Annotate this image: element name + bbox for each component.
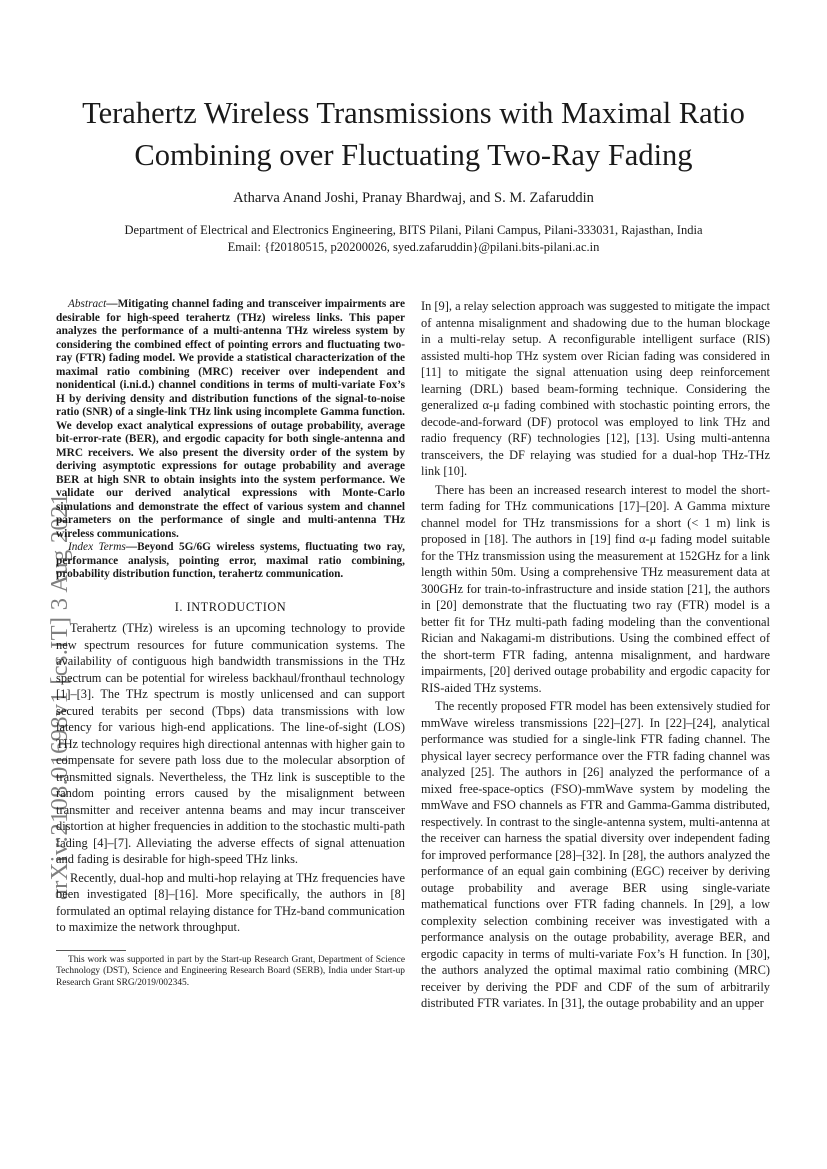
left-column — [56, 298, 405, 989]
paragraph: Terahertz (THz) wireless is an upcoming technology to provide new spectrum resources for future communication systems. The availability of contiguous high bandwidth transmissions in the THz spectrum can be potential for wireless backhaul/fronthaul technology [1]–[3]. The THz spectrum is mostly unlicensed and can support secured terabits per second (Tbps) data transmissions with low latency for various high-end applications. The line-of-sight (LOS) THz technology requires high directional antennas with higher gain to compensate for severe path loss due to the molecular absorption of transmitted signals. Nevertheless, the THz link is susceptible to the random pointing errors caused by the misalignment between transmitter and receiver antenna beams and may incur transceiver distortion at higher frequencies in addition to the stochastic multi-path fading [4]–[7]. Alleviating the adverse effects of signal attenuation and fading is desirable for high-speed THz links. — [56, 621, 405, 866]
affiliation: Department of Electrical and Electronics Engineering, BITS Pilani, Pilani Campus, Pilani-333031, Rajasthan, India — [124, 223, 703, 237]
email-line: Email: {f20180515, p20200026, syed.zafaruddin}@pilani.bits-pilani.ac.in — [227, 240, 600, 254]
index-terms-lead: Index Terms — [68, 541, 126, 553]
paragraph: There has been an increased research interest to model the short-term fading for THz communications [17]–[20]. A Gamma mixture channel model for THz transmissions for a short (< 1 m) link is proposed in [18]. The authors in [19] find α-μ fading model suitable for the THz transmission using the measurement at 152GHz for a link length within 50m. Using a comprehensive THz measurement data at 300GHz for train-to-infrastructure and inside station [21], the authors in [20] demonstrate that the fluctuating two ray (FTR) model is a better fit for THz multi-path fading modeling than the conventional Rician and Nakagami-m distributions. Using the combined effect of the short-term FTR fading, antenna misalignment, and hardware impairments, [20] derived outage probability and ergodic capacity for RIS-aided THz systems. — [421, 482, 770, 695]
arxiv-stamp: arXiv:2108.01698v1 [cs.IT] 3 Aug 2021 — [46, 492, 73, 900]
paragraph: The recently proposed FTR model has been extensively studied for mmWave wireless transmissions [22]–[27]. In [22]–[24], analytical performance was studied for a single-link FTR fading channel. The physical layer secrecy performance over the FTR fading channel was analyzed [25]. The authors in [26] analyzed the performance of a mixed free-space-optics (FSO)-mmWave system by modeling the mmWave and FSO channels as FTR and Gamma-Gamma distributed, respectively. In contrast to the single-antenna system, multi-antenna at the receiver can harness the spatial diversity over independent fading for improved performance [28]–[32]. In [28], the authors analyzed the performance of an equal gain combining (EGC) receiver by deriving outage probability and average BER using single-variate mathematical functions over FTR fading channels. In [29], a low complexity selection combining receiver was investigated with a performance analysis on the outage probability, average BER, and ergodic capacity in terms of multi-variate Fox’s H function. In [30], the authors analyzed the optimal maximal ratio combining (MRC) receiver by deriving the PDF and CDF of the sum of arbitrarily distributed FTR variates. In [31], the outage probability and an upper — [421, 699, 770, 1010]
abstract — [56, 298, 405, 541]
abstract-lead: Abstract — [68, 298, 107, 310]
index-terms — [56, 541, 405, 582]
author-list: Atharva Anand Joshi, Pranay Bhardwaj, and S. M. Zafaruddin — [233, 190, 594, 206]
paragraph: In [9], a relay selection approach was suggested to mitigate the impact of antenna misalignment and shadowing due to the human blockage in a multi-relay setup. A reconfigurable intelligent surface (RIS) assisted multi-hop THz system over Rician fading was considered in [11] to mitigate the signal attenuation using deep reinforcement learning (DRL) based beam-forming technique. Considering the generalized α-μ fading combined with stochastic pointing errors, the decode-and-forward (DF) protocol was employed to link THz and radio frequency (RF) technologies [12], [13]. Using multi-antenna transceivers, the DF relaying was studied for a dual-hop THz-THz link [10]. — [421, 299, 770, 478]
abstract-text: —Mitigating channel fading and transceiver impairments are desirable for high-speed terahertz (THz) wireless links. This paper analyzes the performance of a multi-antenna THz wireless system by considering the combined effect of pointing errors and fluctuating two-ray (FTR) fading model. We provide a statistical characterization of the maximal ratio combining (MRC) receiver over independent and nonidentical (i.ni.d.) channel conditions in terms of multi-variate Fox’s H by deriving density and distribution functions of the signal-to-noise ratio (SNR) of a single-link THz link using incomplete Gamma function. We develop exact analytical expressions of outage probability, average bit-error-rate (BER), and ergodic capacity for both single-antenna and MRC receivers. We also present the diversity order of the system by deriving asymptotic expressions for outage probability and average BER at high SNR to obtain insights into the system performance. We validate our derived analytical expressions with Monte-Carlo simulations and demonstrate the effect of various system and channel parameters on the performance of single and multi-antenna THz wireless communications. — [56, 298, 405, 540]
funding-footnote: This work was supported in part by the Start-up Research Grant, Department of Science Technology (DST), Science and Engineering Research Board (SERB), India under Start-up Research Grant SRG/2019/002345. — [56, 954, 405, 988]
index-terms-text: —Beyond 5G/6G wireless systems, fluctuating two ray, performance analysis, pointing error, maximal ratio combining, probability distribution function, terahertz communication. — [56, 541, 405, 580]
section-heading-introduction: I. INTRODUCTION — [174, 599, 287, 614]
right-column — [421, 298, 770, 1012]
paragraph: Recently, dual-hop and multi-hop relaying at THz frequencies have been investigated [8]–[16]. More specifically, the authors in [8] formulated an optimal relaying distance for THz-band communication to maximize the network throughput. — [56, 870, 405, 934]
affiliation-block — [40, 222, 787, 256]
paper-title: Terahertz Wireless Transmissions with Maximal Ratio Combining over Fluctuating Two-Ray Fading — [82, 96, 745, 172]
footnote-divider — [56, 950, 126, 951]
